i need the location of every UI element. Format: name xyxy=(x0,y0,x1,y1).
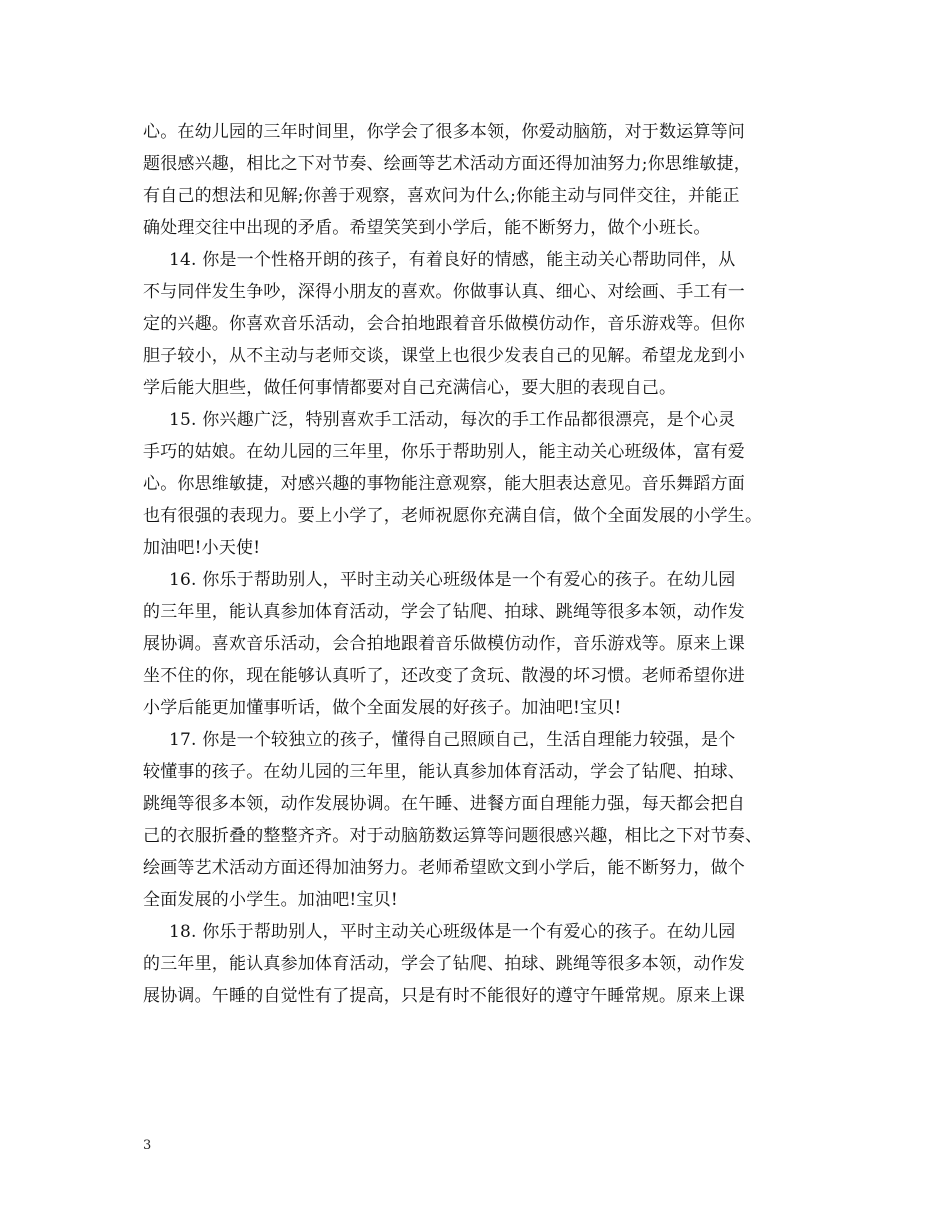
text-line: 坐不住的你，现在能够认真听了，还改变了贪玩、散漫的坏习惯。老师希望你进 xyxy=(143,666,745,686)
text-line: 题很感兴趣，相比之下对节奏、绘画等艺术活动方面还得加油努力;你思维敏捷， xyxy=(143,154,751,174)
text-line: 16. 你乐于帮助别人，平时主动关心班级体是一个有爱心的孩子。在幼儿园 xyxy=(169,570,736,590)
text-line: 15. 你兴趣广泛，特别喜欢手工活动，每次的手工作品都很漂亮，是个心灵 xyxy=(169,410,736,430)
text-line: 18. 你乐于帮助别人，平时主动关心班级体是一个有爱心的孩子。在幼儿园 xyxy=(169,922,736,942)
text-line: 加油吧!小天使! xyxy=(143,538,261,558)
text-line: 全面发展的小学生。加油吧!宝贝! xyxy=(143,890,398,910)
text-line: 较懂事的孩子。在幼儿园的三年里，能认真参加体育活动，学会了钻爬、拍球、 xyxy=(143,762,745,782)
text-line: 也有很强的表现力。要上小学了，老师祝愿你充满自信，做个全面发展的小学生。 xyxy=(143,506,763,526)
text-line: 学后能大胆些，做任何事情都要对自己充满信心，要大胆的表现自己。 xyxy=(143,378,677,398)
text-line: 17. 你是一个较独立的孩子，懂得自己照顾自己，生活自理能力较强，是个 xyxy=(169,730,736,750)
paragraph-18 xyxy=(143,916,813,1012)
text-line: 确处理交往中出现的矛盾。希望笑笑到小学后，能不断努力，做个小班长。 xyxy=(143,218,711,238)
text-line: 的三年里，能认真参加体育活动，学会了钻爬、拍球、跳绳等很多本领，动作发 xyxy=(143,954,745,974)
text-line: 的三年里，能认真参加体育活动，学会了钻爬、拍球、跳绳等很多本领，动作发 xyxy=(143,602,745,622)
paragraph-13-continued xyxy=(143,116,813,244)
text-line: 展协调。喜欢音乐活动，会合拍地跟着音乐做模仿动作，音乐游戏等。原来上课 xyxy=(143,634,745,654)
text-line: 不与同伴发生争吵，深得小朋友的喜欢。你做事认真、细心、对绘画、手工有一 xyxy=(143,282,745,302)
text-line: 展协调。午睡的自觉性有了提高，只是有时不能很好的遵守午睡常规。原来上课 xyxy=(143,986,745,1006)
text-line: 绘画等艺术活动方面还得加油努力。老师希望欧文到小学后，能不断努力，做个 xyxy=(143,858,745,878)
text-line: 跳绳等很多本领，动作发展协调。在午睡、进餐方面自理能力强，每天都会把自 xyxy=(143,794,745,814)
paragraph-15 xyxy=(143,404,813,564)
text-line: 胆子较小，从不主动与老师交谈，课堂上也很少发表自己的见解。希望龙龙到小 xyxy=(143,346,745,366)
text-line: 心。在幼儿园的三年时间里，你学会了很多本领，你爱动脑筋，对于数运算等问 xyxy=(143,122,745,142)
text-line: 定的兴趣。你喜欢音乐活动，会合拍地跟着音乐做模仿动作，音乐游戏等。但你 xyxy=(143,314,745,334)
text-line: 14. 你是一个性格开朗的孩子，有着良好的情感，能主动关心帮助同伴，从 xyxy=(169,250,736,270)
document-body xyxy=(143,116,813,1012)
text-line: 小学后能更加懂事听话，做个全面发展的好孩子。加油吧!宝贝! xyxy=(143,698,622,718)
paragraph-17 xyxy=(143,724,813,916)
text-line: 心。你思维敏捷，对感兴趣的事物能注意观察，能大胆表达意见。音乐舞蹈方面 xyxy=(143,474,745,494)
text-line: 手巧的姑娘。在幼儿园的三年里，你乐于帮助别人，能主动关心班级体，富有爱 xyxy=(143,442,745,462)
text-line: 己的衣服折叠的整整齐齐。对于动脑筋数运算等问题很感兴趣，相比之下对节奏、 xyxy=(143,826,763,846)
page-number: 3 xyxy=(143,1138,152,1153)
paragraph-14 xyxy=(143,244,813,404)
paragraph-16 xyxy=(143,564,813,724)
text-line: 有自己的想法和见解;你善于观察，喜欢问为什么;你能主动与同伴交往，并能正 xyxy=(143,186,740,206)
